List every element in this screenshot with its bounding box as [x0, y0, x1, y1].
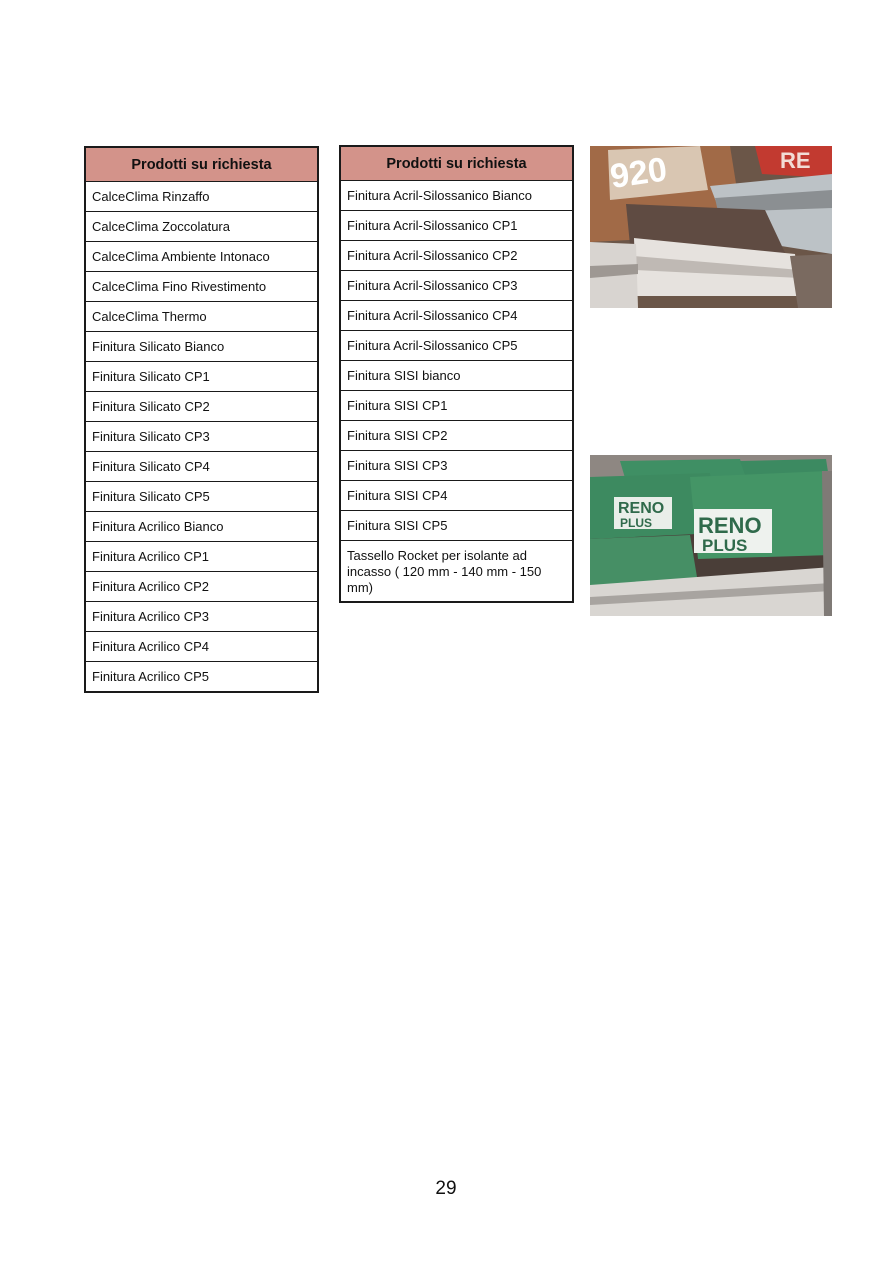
table-row: [85, 512, 318, 542]
product-name-cell: Finitura Acril-Silossanico CP2: [340, 241, 573, 271]
product-name-cell: Finitura Acrilico CP4: [85, 632, 318, 662]
product-name-cell: Finitura Silicato CP1: [85, 362, 318, 392]
product-name-cell: Finitura SISI CP1: [340, 391, 573, 421]
brand-label-line1: RENO: [698, 513, 762, 538]
product-name-cell: CalceClima Rinzaffo: [85, 182, 318, 212]
product-name-cell: Finitura Acril-Silossanico CP4: [340, 301, 573, 331]
table-row: [340, 301, 573, 331]
product-name-cell: Finitura Acril-Silossanico Bianco: [340, 181, 573, 211]
product-name-cell: CalceClima Thermo: [85, 302, 318, 332]
table-row: [340, 241, 573, 271]
table-row: [340, 181, 573, 211]
product-name-cell: Finitura Acril-Silossanico CP1: [340, 211, 573, 241]
product-name-cell: CalceClima Zoccolatura: [85, 212, 318, 242]
product-name-cell: Finitura Silicato CP3: [85, 422, 318, 452]
table-row: [85, 632, 318, 662]
table-header: Prodotti su richiesta: [85, 147, 318, 182]
table-row: [340, 511, 573, 541]
product-name-cell: Finitura Acrilico CP1: [85, 542, 318, 572]
table-row: [85, 362, 318, 392]
table-row: [340, 361, 573, 391]
product-name-cell: Finitura SISI bianco: [340, 361, 573, 391]
product-name-cell: Finitura Acrilico CP3: [85, 602, 318, 632]
table-row: [340, 481, 573, 511]
table-row: [340, 421, 573, 451]
table-row: [340, 451, 573, 481]
product-name-cell: Finitura Acrilico CP2: [85, 572, 318, 602]
table-row: [85, 302, 318, 332]
product-name-cell: Finitura SISI CP3: [340, 451, 573, 481]
product-name-cell: Finitura SISI CP2: [340, 421, 573, 451]
product-name-cell: Finitura Silicato CP2: [85, 392, 318, 422]
table-row: [340, 331, 573, 361]
product-name-cell: Finitura Silicato CP4: [85, 452, 318, 482]
product-name-cell: Finitura SISI CP5: [340, 511, 573, 541]
product-table-right: [339, 145, 574, 603]
brand-label-line1: RENO: [618, 500, 665, 517]
table-row: [340, 271, 573, 301]
table-row: [85, 182, 318, 212]
table-row: [85, 482, 318, 512]
brand-label-line2: PLUS: [702, 536, 748, 555]
product-name-cell: Finitura Acril-Silossanico CP5: [340, 331, 573, 361]
table-row: [85, 602, 318, 632]
table-row: [340, 391, 573, 421]
product-table-left: [84, 146, 319, 693]
table-row: [85, 272, 318, 302]
svg-text:RE: RE: [780, 148, 811, 173]
product-name-cell: Finitura Acril-Silossanico CP3: [340, 271, 573, 301]
product-name-cell: Tassello Rocket per isolante ad incasso ( 120 mm - 140 mm - 150 mm): [340, 541, 573, 603]
table-row: [85, 392, 318, 422]
table-row: [85, 572, 318, 602]
product-bags-photo-top: [590, 146, 832, 308]
table-row: [85, 422, 318, 452]
product-name-cell: Finitura Silicato CP5: [85, 482, 318, 512]
table-row: [85, 452, 318, 482]
product-name-cell: Finitura Acrilico Bianco: [85, 512, 318, 542]
product-name-cell: Finitura SISI CP4: [340, 481, 573, 511]
table-header: Prodotti su richiesta: [340, 146, 573, 181]
reno-plus-bags-photo: [590, 455, 832, 616]
bag-number-label: 920: [607, 150, 670, 196]
product-name-cell: CalceClima Ambiente Intonaco: [85, 242, 318, 272]
table-row: [85, 542, 318, 572]
table-row: [85, 242, 318, 272]
table-row: [85, 212, 318, 242]
table-row: [340, 211, 573, 241]
table-row: [340, 541, 573, 603]
page-number: 29: [435, 1178, 457, 1199]
table-row: [85, 662, 318, 693]
product-name-cell: Finitura Acrilico CP5: [85, 662, 318, 693]
brand-label-line2: PLUS: [620, 516, 653, 530]
table-row: [85, 332, 318, 362]
product-name-cell: Finitura Silicato Bianco: [85, 332, 318, 362]
product-name-cell: CalceClima Fino Rivestimento: [85, 272, 318, 302]
